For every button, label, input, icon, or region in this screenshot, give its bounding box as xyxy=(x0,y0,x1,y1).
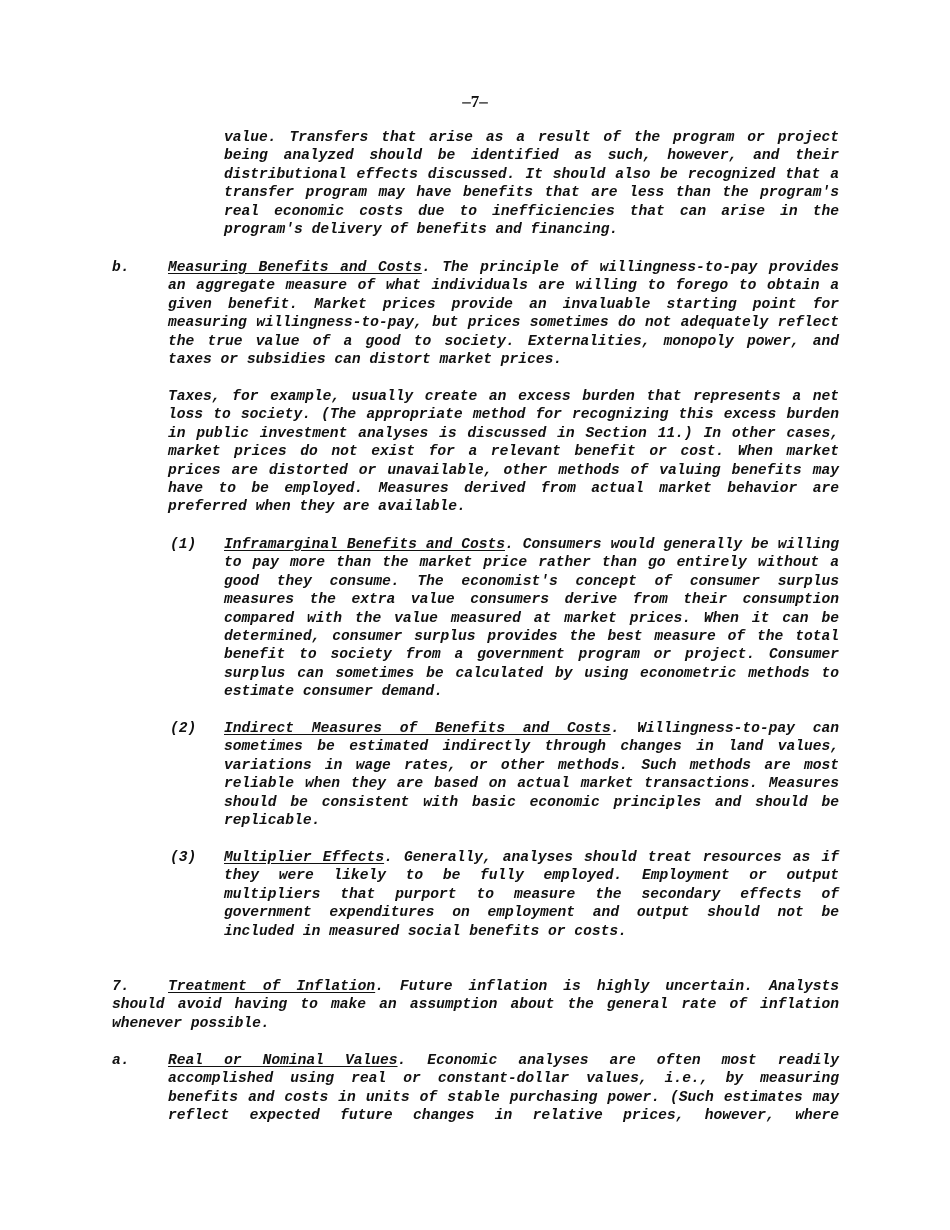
page-number: –7– xyxy=(462,92,488,111)
item-3-paragraph xyxy=(224,849,839,941)
item-2-marker: (2) xyxy=(170,721,197,737)
section-7-text: . Future inflation is highly uncertain. Analysts should avoid having to make an assumption about the general rate of inflation whenever possible. xyxy=(112,979,840,1032)
item-1-marker: (1) xyxy=(170,537,197,553)
item-2-text: . Willingness-to-pay can sometimes be estimated indirectly through changes in land values, variations in wage rates, or other methods. Such methods are most reliable when they are based on actual market transactions. Measures should be consistent with basic economic principles and should be replicable. xyxy=(224,721,839,830)
section-7-marker: 7. xyxy=(112,979,130,995)
item-3-heading: Multiplier Effects xyxy=(224,850,385,866)
item-3-marker: (3) xyxy=(170,850,197,866)
section-7a-paragraph xyxy=(168,1052,839,1126)
item-2-heading: Indirect Measures of Benefits and Costs xyxy=(224,721,611,737)
section-7-paragraph xyxy=(112,978,839,1033)
continuation-paragraph: value. Transfers that arise as a result of the program or project being analyzed should be identified as such, however, and their distributional effects discussed. It should also be recognized that a transfer program may have benefits that are less than the program's real economic costs due to inefficiencies that can arise in the program's delivery of benefits and financing. xyxy=(224,130,839,239)
section-b-heading: Measuring Benefits and Costs xyxy=(168,260,422,276)
section-7-heading: Treatment of Inflation xyxy=(168,979,376,995)
item-2-paragraph xyxy=(224,720,839,830)
section-b-intro-text: . The principle of willingness-to-pay provides an aggregate measure of what individuals are willing to forego to obtain a given benefit. Market prices provide an invaluable starting point for measuring willingness-to-pay, but prices sometimes do not adequately reflect the true value of a good to society. Externalities, monopoly power, and taxes or subsidies can distort market prices. xyxy=(168,260,839,369)
section-b-paragraph-2: Taxes, for example, usually create an excess burden that represents a net loss to society. (The appropriate method for recognizing this excess burden in public investment analyses is discussed in Section 11.) In other cases, market prices do not exist for a relevant benefit or cost. When market prices are distorted or unavailable, other methods of valuing benefits may have to be employed. Measures derived from actual market behavior are preferred when they are available. xyxy=(168,389,839,516)
section-7a-marker: a. xyxy=(112,1053,130,1069)
item-3-text: . Generally, analyses should treat resources as if they were likely to be fully employed. Employment or output multipliers that purport to measure the secondary effects of government expenditures on employment and output should not be included in measured social benefits or costs. xyxy=(224,850,839,940)
item-1-text: . Consumers would generally be willing to pay more than the market price rather than go entirely without a good they consume. The economist's concept of consumer surplus measures the extra value consumers derive from their consumption compared with the value measured at market prices. When it can be determined, consumer surplus provides the best measure of the total benefit to society from a government program or project. Consumer surplus can sometimes be calculated by using econometric methods to estimate consumer demand. xyxy=(224,537,839,701)
item-1-paragraph xyxy=(224,536,839,702)
item-1-heading: Inframarginal Benefits and Costs xyxy=(224,537,505,553)
section-b-intro-paragraph xyxy=(168,259,839,369)
section-b-marker: b. xyxy=(112,260,130,276)
section-7a-heading: Real or Nominal Values xyxy=(168,1053,398,1069)
section-7a-text: . Economic analyses are often most readily accomplished using real or constant-dollar values, i.e., by measuring benefits and costs in units of stable purchasing power. (Such estimates may reflect expected future changes in relative prices, however, where xyxy=(168,1053,840,1125)
